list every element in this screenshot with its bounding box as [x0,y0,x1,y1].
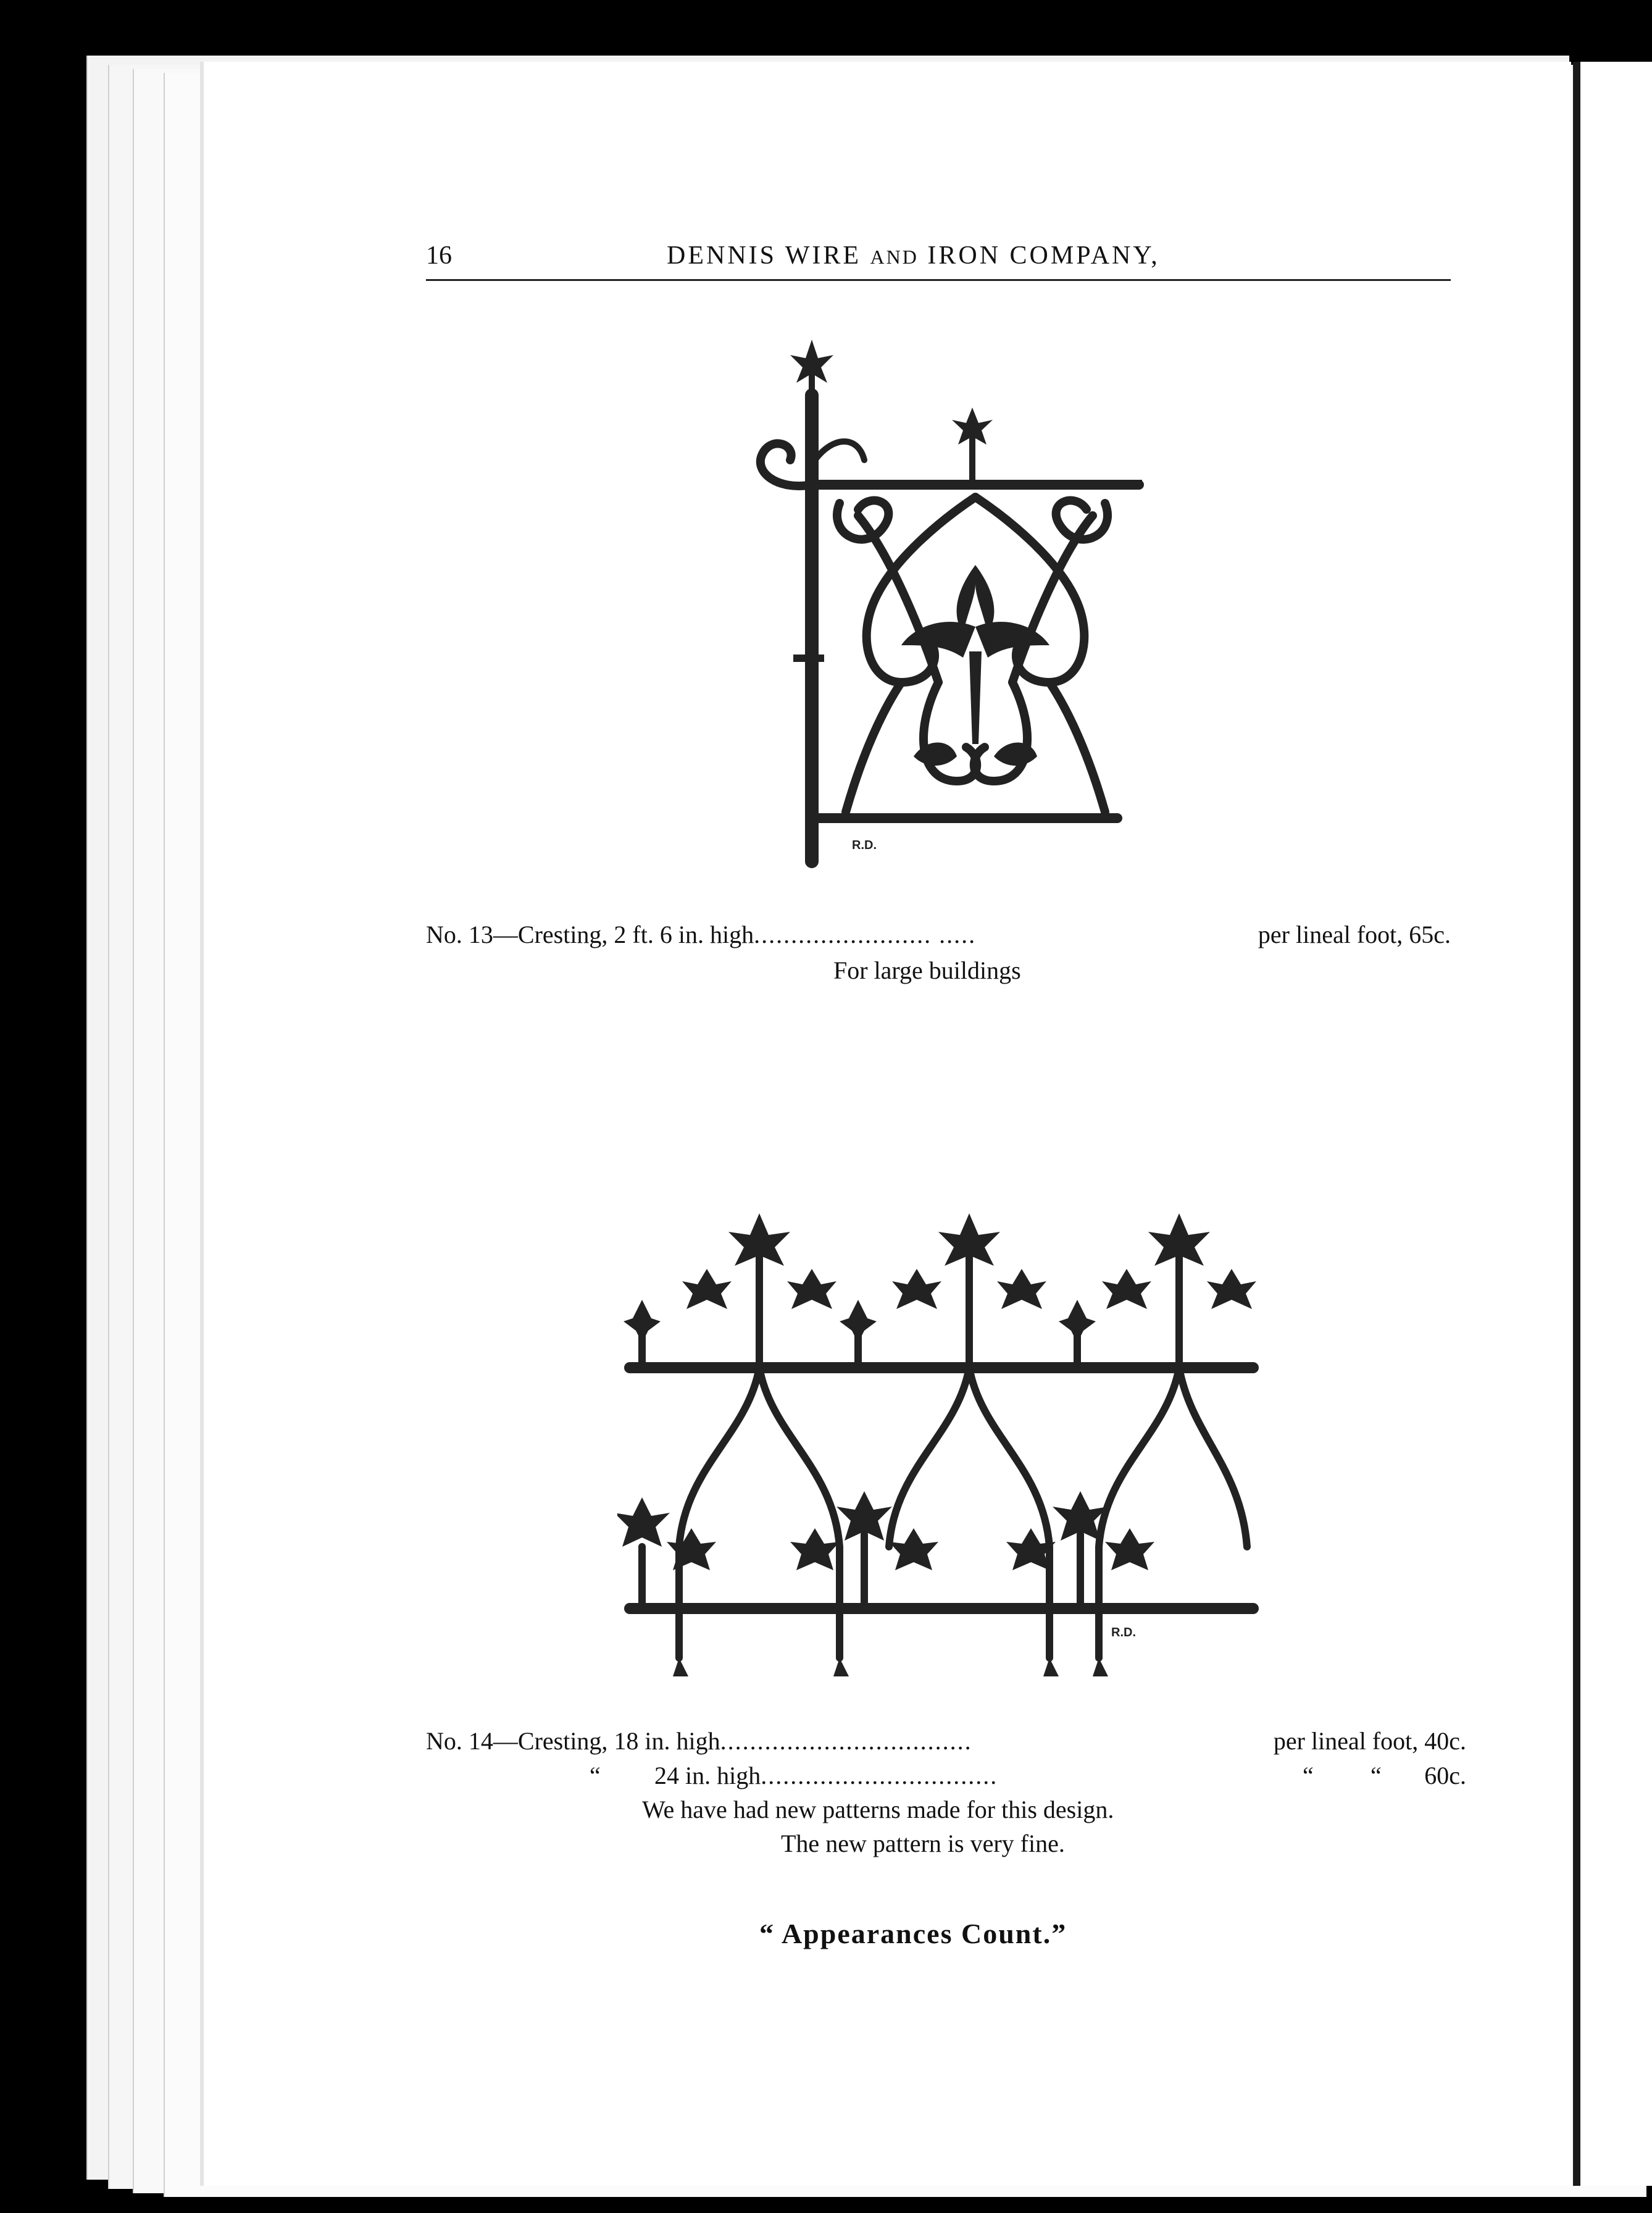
slogan: “ Appearances Count.” [759,1918,1067,1949]
item-13-line [426,920,1451,949]
item-14-label: No. 14—Cresting, 18 in. high [426,1727,720,1755]
running-header [426,241,1451,278]
monogram-label: R.D. [852,839,877,852]
item-14-line [426,1726,1466,1755]
running-title: DENNIS WIRE AND IRON COMPANY, [667,241,1160,270]
ditto-mark: “ [1303,1762,1314,1789]
page-number: 16 [426,241,452,270]
item-14-leader: .................................. [720,1727,972,1755]
item-14-note: The new pattern is very fine. [781,1830,1065,1857]
next-page-edge [1580,62,1652,2186]
monogram-label: R.D. [1111,1626,1136,1639]
item-13-note: For large buildings [833,956,1021,984]
item-13-label: No. 13—Cresting, 2 ft. 6 in. high [426,921,754,948]
item-13-price: per lineal foot, 65c. [1258,921,1451,948]
item-14-variant-size: 24 in. high................................ [654,1762,998,1789]
item-14-price: per lineal foot, 40c. [1273,1727,1466,1755]
cresting-no13-illustration [735,337,1154,880]
item-14-note: We have had new patterns made for this design. [642,1796,1114,1823]
item-13-leader: ........................ ..... [754,921,977,948]
cresting-no14-illustration [617,1201,1259,1689]
header-rule [426,279,1451,281]
page-gutter [1573,62,1580,2186]
ditto-mark: “ [1370,1762,1382,1789]
item-14-variant-price: 60c. [1424,1762,1466,1789]
ditto-mark: “ [590,1762,601,1789]
